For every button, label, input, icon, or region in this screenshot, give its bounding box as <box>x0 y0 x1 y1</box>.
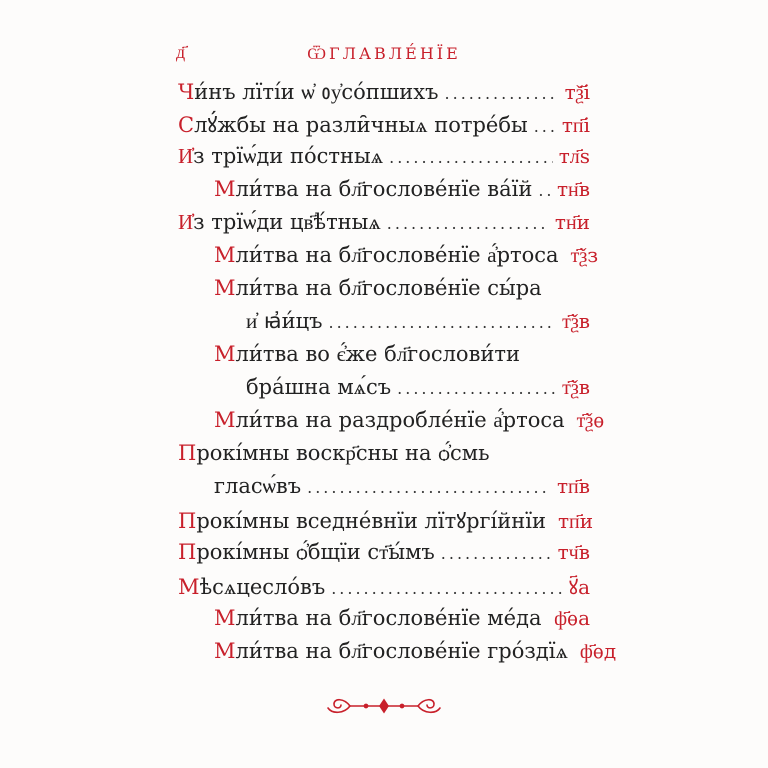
toc-title: ли́тва на бл҃гослове́нїе а҆́ртоса <box>235 243 559 267</box>
toc-page-ref: тн҃в <box>556 177 590 201</box>
toc-page-ref: т҃ѯв <box>562 309 590 333</box>
dot-leader <box>445 84 559 103</box>
toc-title: ли́тва на раздробле́нїе а҆́ртоса <box>235 408 565 432</box>
toc-initial: М <box>214 639 236 663</box>
dot-leader <box>307 478 551 497</box>
toc-initial: М <box>214 408 236 432</box>
toc-title: и́нъ лїті́и ѡ҆ ᲂу҆со́пшихъ <box>194 80 439 104</box>
toc-title: рокі́мны воскр҃сны на ѻ҆́смь <box>196 441 490 465</box>
dot-leader <box>397 379 556 398</box>
toc-title: ли́тва во є҆́же бл҃гослови́ти <box>235 342 521 366</box>
toc-title: ли́тва на бл҃гослове́нїе гро́здїѧ <box>235 639 568 663</box>
toc-entry <box>178 507 594 540</box>
toc-entry-continuation <box>178 309 590 342</box>
toc-entry <box>178 606 590 639</box>
toc-page-ref: ф҃ѳд <box>579 639 617 663</box>
toc-entry <box>178 243 599 276</box>
toc-title: лꙋ́жбы на разли̑чныѧ потре́бы <box>194 113 528 137</box>
toc-initial: М <box>214 342 236 366</box>
toc-title: рокі́мны вседне́внїи лїтꙋргі́йнїи <box>196 509 546 533</box>
toc-entry <box>178 540 590 573</box>
toc-page-ref: т҃ѯв <box>562 375 590 399</box>
toc-initial: М <box>214 243 236 267</box>
dot-leader <box>389 148 553 167</box>
toc-entry <box>178 78 590 111</box>
toc-page-ref: тп҃і <box>561 113 590 137</box>
toc-title: ли́тва на бл҃гослове́нїе ва́їй <box>235 177 533 201</box>
toc-entry <box>178 111 590 144</box>
toc-initial: П <box>178 509 197 533</box>
toc-entry <box>178 144 590 177</box>
dot-leader <box>538 181 551 200</box>
toc-entry-continuation <box>178 375 590 408</box>
page-title: ѾГЛАВЛЕ́НЇЕ <box>307 44 461 63</box>
toc-title: з трїѡ́ди по́стныѧ <box>193 144 384 168</box>
toc-entry <box>178 276 590 309</box>
toc-title: и҆ ꙗ҆и́цъ <box>246 309 323 333</box>
toc-entry <box>178 210 590 243</box>
page-number: д҃ <box>176 42 187 63</box>
toc-initial: М <box>214 276 236 300</box>
toc-page-ref: тн҃и <box>554 210 590 234</box>
toc-title: рокі́мны ѻ҆́бщїи ст҃ы́мъ <box>196 540 435 564</box>
toc-initial: М <box>214 606 236 630</box>
dot-leader <box>387 214 549 233</box>
dot-leader <box>328 313 556 332</box>
toc-page-ref: тп҃и <box>557 509 594 533</box>
dot-leader <box>534 117 556 136</box>
toc-initial: Ч <box>178 80 195 104</box>
dot-leader <box>441 544 552 563</box>
toc-page-ref: тл҃ѕ <box>558 144 590 168</box>
toc-initial: М <box>214 177 236 201</box>
toc-entry <box>178 573 590 606</box>
toc-entry <box>178 408 605 441</box>
toc-page-ref: ꙋ҃а <box>568 575 590 599</box>
toc-initial: М <box>178 575 200 599</box>
toc-page-ref: т҃ѯѳ <box>576 408 605 432</box>
toc-title: ли́тва на бл҃гослове́нїе ме́да <box>235 606 542 630</box>
toc-entry <box>178 177 590 210</box>
toc-title: ѣсѧцесло́въ <box>199 575 326 599</box>
toc-title: з трїѡ́ди цв҃ѣ́тныѧ <box>193 210 381 234</box>
toc-title: гласѡ́въ <box>214 474 302 498</box>
dot-leader <box>331 579 563 598</box>
toc-entry <box>178 639 617 672</box>
toc-page-ref: тч҃в <box>557 540 590 564</box>
toc-title: бра́шна мѧ́съ <box>246 375 392 399</box>
toc-title: ли́тва на бл҃гослове́нїе сы́ра <box>235 276 542 300</box>
toc-page-ref: т҃ѯз <box>570 243 599 267</box>
toc-initial: С <box>178 113 195 137</box>
toc-page-ref: ф҃ѳа <box>554 606 590 630</box>
toc-initial: И҆ <box>178 210 194 234</box>
toc-entry <box>178 441 590 474</box>
toc-initial: П <box>178 441 197 465</box>
dot-leader <box>547 610 548 629</box>
toc-initial: П <box>178 540 197 564</box>
toc-initial: И҆ <box>178 144 194 168</box>
toc-entry-continuation <box>178 474 590 507</box>
toc-entry <box>178 342 590 375</box>
table-of-contents <box>178 78 617 672</box>
toc-page-ref: тп҃в <box>556 474 590 498</box>
ornament-flourish-icon <box>322 692 446 720</box>
toc-page-ref: тѯ҃і <box>564 80 590 104</box>
